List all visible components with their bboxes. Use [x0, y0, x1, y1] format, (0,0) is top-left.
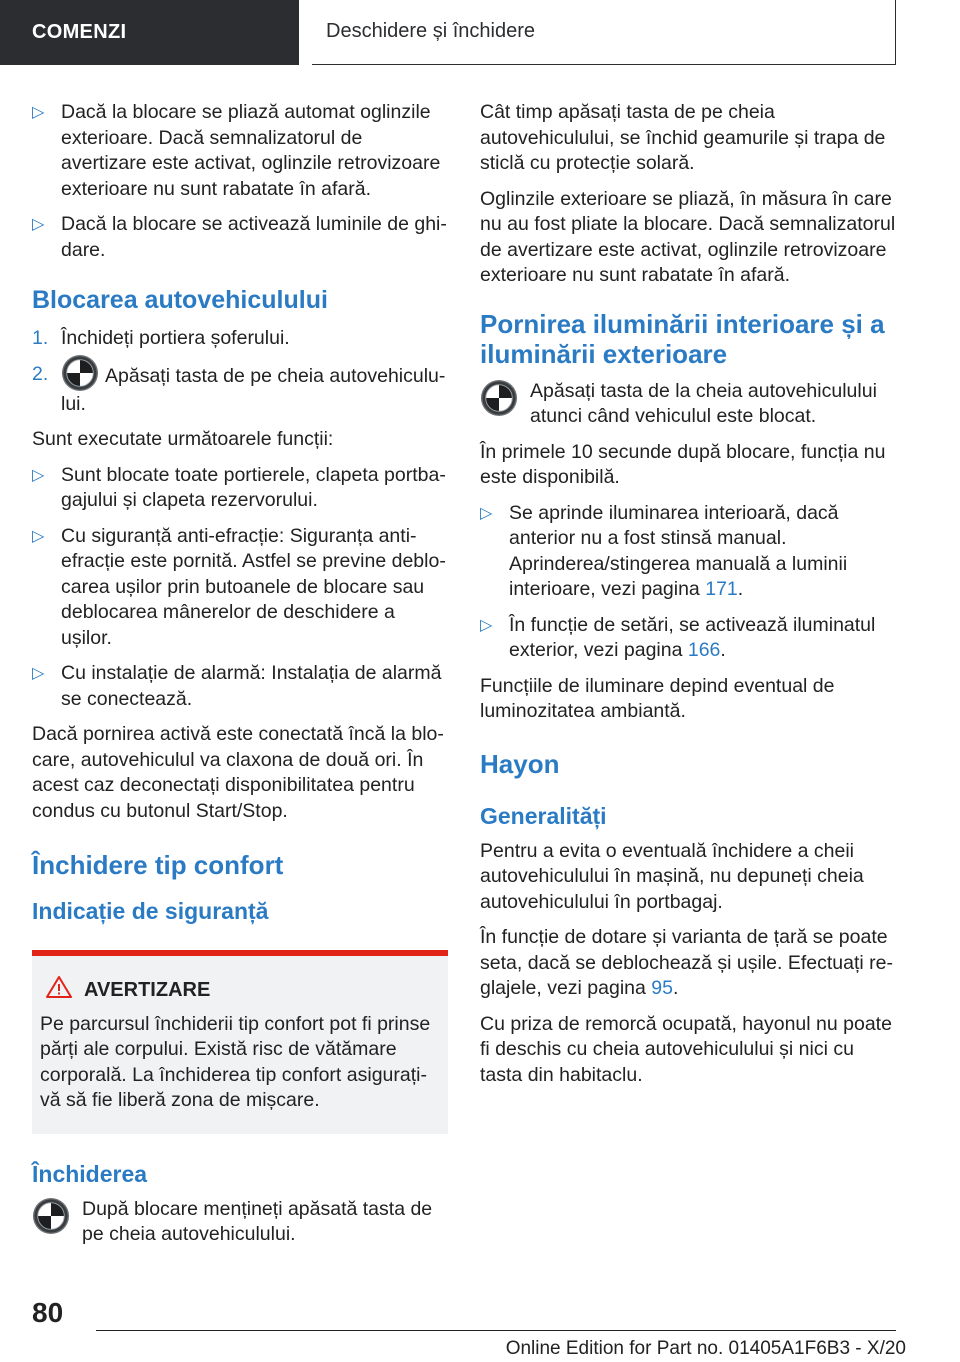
heading-lighting: Pornirea iluminării interioare și a iluminării exterioare	[480, 308, 885, 369]
triangle-bullet-icon: ▷	[32, 466, 45, 484]
bullet-alarm: ▷ Cu instalație de alarmă: Instalația de alarmă se conectează.	[32, 662, 442, 710]
heading-closing: Închiderea	[32, 1160, 148, 1187]
para-first-seconds: În primele 10 secunde după blocare, funcția nu este disponibilă.	[480, 440, 886, 488]
warning-text: Pe parcursul închiderii tip confort pot fi prinse părți ale corpului. Există risc de vătămare corporală. La închiderea tip confort asigurați-vă să fie liberă zona de mișcare.	[40, 1012, 431, 1111]
section-title: COMENZI	[32, 20, 127, 43]
page-link-171[interactable]: 171	[705, 578, 738, 600]
para-mirrors-fold: Oglinzile exterioare se pliază, în măsura în care nu au fost pliate la blocare. Dacă semnalizatorul de avertizare este activat, oglinzile retrovizoare exterioare nu sunt rabatate în afară.	[480, 187, 896, 286]
heading-lock-vehicle: Blocarea autovehiculului	[32, 286, 328, 314]
page-link-166[interactable]: 166	[687, 639, 721, 661]
para-active-start: Dacă pornirea activă este conectată încă la blocare, autovehiculul va claxona de două ori. În acest caz deconectați disponibilitatea pentru condus cu butonul Start/Stop.	[32, 723, 444, 822]
closing-key-row: După blocare mențineți apăsată tasta de pe cheia autovehiculului.	[32, 1197, 448, 1248]
bullet-interior-light: ▷ Se aprinde iluminarea interioară, dacă anterior nu a fost stinsă manual. Aprinderea/stingerea manuală a luminii interioare, vezi pagina 171.	[480, 501, 848, 600]
warning-triangle-icon	[46, 975, 72, 999]
bullet-guide-lights: ▷ Dacă la blocare se activează luminile de ghidare.	[32, 213, 447, 261]
chapter-title: Deschidere și închidere	[326, 20, 535, 43]
triangle-bullet-icon: ▷	[32, 665, 45, 682]
step-1: 1. Închideți portiera șoferului.	[32, 327, 290, 349]
bullet-exterior-light: ▷ În funcție de setări, se activează iluminatul exterior, vezi pagina 166.	[480, 613, 876, 661]
warning-box	[32, 950, 448, 1134]
triangle-bullet-icon: ▷	[480, 504, 493, 522]
para-trailer-socket: Cu priza de remorcă ocupată, hayonul nu poate fi deschis cu cheia autovehiculului și nici cu tasta din habitaclu.	[480, 1012, 892, 1086]
bullet-anti-theft: ▷ Cu siguranță anti-efracție: Siguranța anti-efracție este pornită. Astfel se previne deblocarea ușilor prin butoanele de blocare sau deblocarea mânerelor de deschidere a ușilor.	[32, 524, 446, 649]
bullet-mirrors: ▷ Dacă la blocare se pliază automat oglinzile exterioare. Dacă semnalizatorul de avertizare este activat, oglinzile retrovizoare exterioare nu sunt rabatate în afară.	[32, 101, 441, 200]
edition-text: Online Edition for Part no. 01405A1F6B3 - X/20	[505, 1338, 906, 1359]
triangle-bullet-icon: ▷	[32, 527, 45, 545]
page-number: 80	[32, 1297, 64, 1328]
triangle-bullet-icon: ▷	[480, 616, 493, 634]
triangle-bullet-icon: ▷	[32, 216, 45, 233]
header-separator	[299, 0, 312, 65]
bmw-key-icon	[32, 1197, 70, 1235]
heading-comfort-close: Închidere tip confort	[32, 850, 284, 880]
lights-key-row: Apăsați tasta de la cheia autovehiculului atunci când vehiculul este blocat.	[480, 379, 896, 430]
heading-hayon: Hayon	[480, 748, 560, 779]
heading-safety-note: Indicație de siguranță	[32, 898, 269, 924]
bmw-key-icon	[61, 354, 99, 392]
step-2: 2. Apăsați tasta de pe cheia autovehiculului.	[32, 362, 448, 418]
heading-general: Generalități	[480, 802, 607, 829]
bullet-doors-locked: ▷ Sunt blocate toate portierele, clapeta portbagajului și clapeta rezervorului.	[32, 463, 446, 511]
warning-title: AVERTIZARE	[84, 978, 438, 1004]
right-column	[480, 100, 896, 1098]
para-unlock-doors: În funcție de dotare și varianta de țară se poate seta, dacă se deblochează și ușile. Efectuați reglajele, vezi pagina 95.	[480, 926, 893, 999]
bmw-key-icon	[480, 379, 518, 417]
chapter-tab	[312, 0, 896, 65]
footer-divider	[96, 1330, 896, 1331]
para-windows-close: Cât timp apăsați tasta de pe cheia autovehiculului, se închid geamurile și trapa de sticlă cu protecție solară.	[480, 101, 886, 174]
para-ambient-light: Funcțiile de iluminare depind eventual de luminozitatea ambiantă.	[480, 674, 835, 722]
triangle-bullet-icon: ▷	[32, 104, 45, 121]
section-tab	[0, 0, 299, 65]
para-key-trunk: Pentru a evita o eventuală închidere a cheii autovehiculului în mașină, nu depuneți cheia autovehiculului în portbagaj.	[480, 839, 864, 913]
left-column	[32, 100, 448, 1258]
functions-intro: Sunt executate următoarele funcții:	[32, 428, 334, 450]
page-link-95[interactable]: 95	[651, 977, 673, 999]
